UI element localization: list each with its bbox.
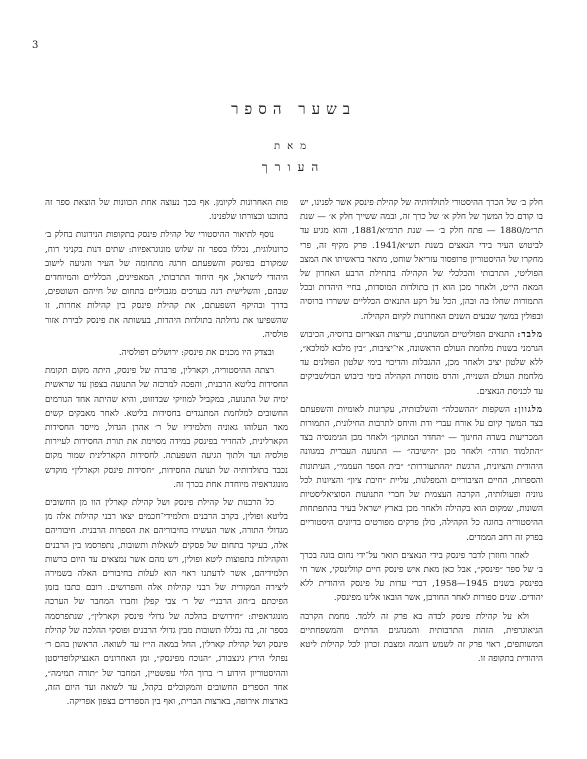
paragraph-text: לאחר וחוזרן לדבר פינסק בידי הנאצים תואר על־ידי נחום בוגה בכרך ב׳ של ספר ״פינסק״, אבל כאן מאת איש פינסק חיים קוולינסקי, אשר חי בפינסק בשנים 1945—1958, דברי עדות על פינסק היהודית ללא יהודים. שנים ספורות לאחר החורבן, אשר הובאו אלינו מפינסק. (300, 550, 543, 604)
paragraph-text: התנאים הפוליטיים המשתנים, עריצות הצאריזם ברוסיה, הכיבוש הגרמני בשנות מלחמת העולם הראשונה, אי־יציבות, ״בין מלכא למלכא״, ללא שלטון יציב ולאחר מכן, ההגבלות והדיכוי בימי שלטון הפולנים עד מלחמת העולם השנייה, והרס מוסדות הקהילה בימי כיבוש הבולשביקים עד לכניסת הנאצים. (300, 329, 543, 397)
left-column (45, 196, 288, 736)
paragraph-text: כל הרבנות של קהילת פינסק ושל קהילת קארלין הוו מן החשובים בליטא ופולין, בקרב הרבנים ותלמידי־חכמים יצאו רבני קהילות אלה מן מגדולי התורה, אשר העשירו בחיבוריהם את הספרות הרבנית. חיבוריהם אלה, בעיקר בתחום של פסקים לשאלות ותשובות, נתפרסמו בין הרבנים והקהילות בתפוצות ליטא ופולין, ויש מהם אשר נמצאים עד היום ברשות תלמידיהם, אשר לדעתנו ראוי הוא לעלות בחיבורים האלה בשמירה ליצירה המקורית של רבני קהילות אלה והפרושים. רובם כתבו בזמן הפיכתם ב״חוג הרבני״ של ר׳ צבי קפלן וחברו המחבר של הערכה מונוגראפית: ״חידושים בהלכה של גדולי פינסק וקארלין״, שנתפרסמה בספר זה, בה נכללו תשובות מבין גדולי הרבנים ופוסקי ההלכה של קהילת פינסק ושל קהילת קארלין, החל במאה הי״ז עד לשואה. הראשון בהם ר׳ נפתלי הירץ גינצבורג, ״הנוכח מפינסק״, ומן האחרונים האנציקלופדיסטן וההיסטוריון הידוע ר׳ ברוך הלוי עפשטיין, המחבר של ״תורה תמימה״, אחד הספרים החשובים והמקובלים בקהל, עד לשואה ועד היום הזה, בארצות אירופה, בארצות הברית, ואף בין הספרדים בצפון אפריקה. (45, 498, 288, 707)
paragraph-text: ולא על קהילת פינסק לבדה בא פרק זה ללמד. מחמת הקרבה הגיאוגרפית, הזהות התרבותית והמנהגים הדתיים והמשפחתיים המשותפים, ראוי פרק זה לשמש דוגמה ומצבת זכרון לכל קהילות ליטא היהודית בתקופה זו. (300, 611, 543, 665)
paragraph (45, 196, 288, 224)
paragraph (300, 196, 543, 324)
paragraph (45, 496, 288, 709)
paragraph-text: ובצדק היו מכנים את פינסק: ירושלים דפולסיה. (118, 348, 274, 359)
paragraph-text: חלק ב׳ של הכרך ההיסטורי לתולדותיה של קהילת פינסק אשר לפנינו, יש בו קודם כל המשך של חלק א׳ של כרך זה, ובמה ששייך חלק א׳ — שנת תר״מ/1880 — פתח חלק ב׳ — שנת תרמ״א/1881, והוא מגיע עד לביטוש העיר בידי הנאצים בשנת תש״א/1941. פרק מקיף זה, פרי מחקרו של ההיסטוריון פרופסור עזריאל שוחט, מתאר בראשיתו את המצב הפוליטי, התרבותי והכלכלי של הקהילה בתחילת הרבע האחרון של המאה הי״ט, ולאחר מכן הוא דן בתולדות המוסדות, בחיי היהדות ובכל התמורות שחלו בה ובהן, הכל על רקע התנאים הכלליים ששררו ברוסיה ובפולין במשך שבעים השנים האחרונות לקיום הקהילה. (300, 198, 543, 322)
page-title: בשער הספר (231, 100, 356, 118)
paragraph-text: פות האחרונות לקיומן. אף בכך נעוצה אחת הכוונות של הוצאת ספר זה בתוכנו ובצורתו שלפנינו. (45, 198, 288, 223)
paragraph-text: נוסף לתיאור ההיסטורי של קהילת פינסק בתקופות הנידונות בחלק ב׳ כרונולוגית, נכללו בספר זה שלוש מונוגראפיות: שתים דנות בקניני רוח, שמקורם בפינסק והשפעתם חרגה מתחומה של העיר והגיעה לישוב היהודי לישראל, אף היחוד התרבותי, המאפיינים, הכלליים והמיוחדים שבהם, והשלישית דנה בערכים מגבוליים בתחום של חייהם השוטפים, בדרך ובהיקף השפעתם, את קהילת פינסק בין קהילות אחרות, זו שהשפיעו את גדולתה בתולדות היהדות, בעשותה את פינסק לבירת אזור פולסיה. (45, 230, 288, 340)
paragraph (45, 346, 288, 360)
run-in-lead: מלבד: (517, 329, 543, 340)
paragraph (300, 328, 543, 399)
paragraph-text: השקפות ״ההשכלה״ והשלכותיה, עקרונות לאומיות והשפעתם בצד המשך קיום על אורח עברי ודת והיחס לתרבות החילונית, התמורות המכריעות בשדה החינוך — ״החדר המתוקן״ ולאחר מכן הגימנסיה בצד ״התלמוד תורה״ ולאחר מכן ״הישיבה״ — התנועה העברית במגוונה היהודית והציונית, הרגשת ״ההתעוררות״ ״בית הספר העממי״, העיתונות והספרות, החיים הציבוריים והמפלגות, עליית ״חיבת ציון״ והציונות לכל גווניה ופעולותיה, הקרבה העצמית של חברי התנועות הסוציאליסטיות השונות, שמקום הוא בקהילה ולאחר מכן בארץ ישראל בעיר בהתפתחות ההיסטוריה בחוגה כל הקהילה, כולן פרקים מפורטים בדיונים היסטוריים בפרק זה רחב הממדים. (300, 404, 543, 543)
right-column (300, 196, 543, 736)
paragraph (300, 610, 543, 667)
paragraph (300, 403, 543, 545)
run-in-lead: מלגוון: (514, 404, 543, 415)
paragraph (45, 364, 288, 492)
author-name: העורך (261, 160, 326, 174)
page-number: 3 (32, 40, 39, 51)
byline: מאת (273, 141, 314, 152)
paragraph-text: רצתה ההיסטוריה, וקארלין, פרברה של פינסק, היתה מקום תקומת החסידות בליטא הרבנית, והפכה למרכזה של התנועה בצפון עד שראשית ימיה של התנועה, במקביל למוזיקי שבדוזוט, והיא שהיתה אחד הגורמים החשובים למלחמת המתנגדים בחסידות בליטא. לאחר מאבקים קשים מאד העלוהו גאוניה ותלמידיו של ר׳ אהרן הגדול, מייסד החסידות הקארלינית, להחדיר בפינסק במידה מסוימת את תורת החסידות לעיירות פולסיה ועד ולתוך הגיעה השפעתה. לחסידות הקארלינית שמור מקום נכבד בתולדותיה של תנועת החסידות, ״חסידות פינסק וקארלין״ מוקדש מונוגראפיה מיוחדת אחת בכרך זה. (45, 366, 288, 490)
paragraph (300, 549, 543, 606)
paragraph (45, 228, 288, 342)
